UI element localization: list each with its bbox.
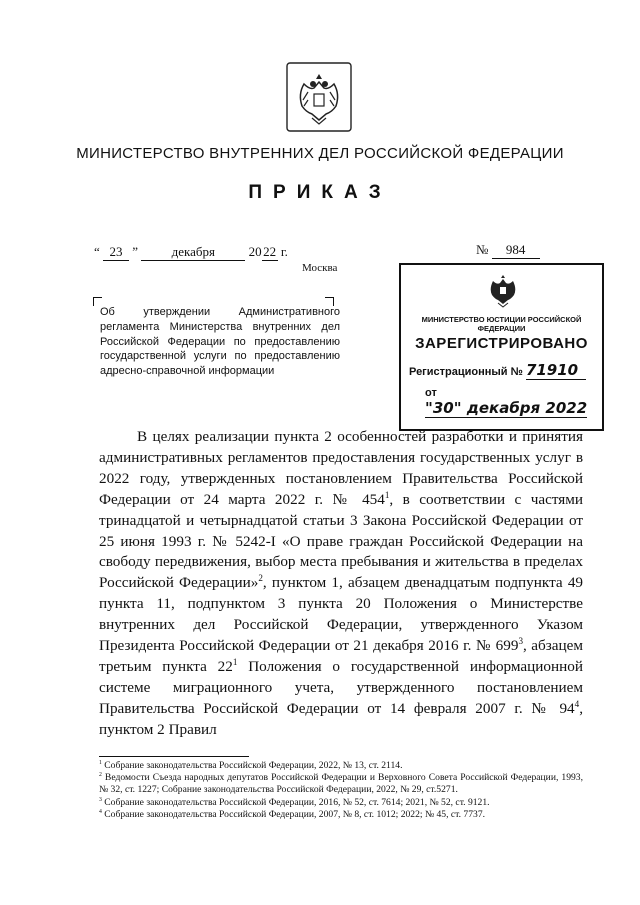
stamp-ministry: МИНИСТЕРСТВО ЮСТИЦИИ РОССИЙСКОЙ ФЕДЕРАЦИИ xyxy=(421,315,582,333)
stamp-registration-date xyxy=(425,387,602,418)
footnotes xyxy=(99,760,583,821)
order-subject: Об утверждении Административного регламента Министерства внутренних дел Российской Федерации по предоставлению государственной услуги по предоставлению адресно-справочной информации xyxy=(100,306,340,378)
footnote-divider xyxy=(99,756,249,757)
footnote-mark: 2 xyxy=(99,772,102,779)
stamp-date-value: "30" декабря 2022 xyxy=(425,399,588,417)
order-date xyxy=(94,244,288,261)
stamp-date-label: от xyxy=(425,387,437,399)
footnote-ref: 2 xyxy=(258,573,263,584)
number-value: 984 xyxy=(492,242,540,259)
footnote-mark: 4 xyxy=(99,808,102,815)
footnote-ref: 4 xyxy=(574,698,580,709)
date-year-suffix: г. xyxy=(280,244,288,259)
coat-of-arms-icon xyxy=(286,62,352,132)
footnote-text: Собрание законодательства Российской Федерации, 2022, № 13, ст. 2114. xyxy=(101,760,403,771)
stamp-emblem-icon xyxy=(485,271,521,309)
footnote-text: Собрание законодательства Российской Федерации, 2007, № 8, ст. 1012; 2022; № 45, ст. 7737. xyxy=(101,808,486,820)
date-year-prefix: 20 xyxy=(248,244,262,259)
date-open-quote: “ xyxy=(94,244,100,259)
order-number xyxy=(476,242,540,259)
order-body xyxy=(99,427,583,741)
footnote-item xyxy=(99,760,583,772)
body-text-6: , пунктом 2 Правил xyxy=(99,699,583,738)
body-text-3: , пунктом 1, абзацем двенадцатым подпункта 49 пункта 11, подпунктом 3 пункта 20 Положения о Министерстве внутренних дел Российской Федерации, утвержденного Указом Президента Российской Федерации от 21 декабря 2016 г. № 699 xyxy=(99,574,584,655)
ministry-heading: МИНИСТЕРСТВО ВНУТРЕННИХ ДЕЛ РОССИЙСКОЙ ФЕДЕРАЦИИ xyxy=(76,145,564,162)
number-label: № xyxy=(476,242,489,257)
date-year: 22 xyxy=(263,244,277,259)
footnote-ref: 3 xyxy=(518,636,523,646)
date-close-quote: ” xyxy=(132,244,139,259)
stamp-registration-number xyxy=(409,361,586,380)
city: Москва xyxy=(302,262,338,274)
footnote-item xyxy=(99,809,583,821)
body-text-4: , абзацем третьим пункта 22 xyxy=(99,637,583,675)
footnote-ref: 1 xyxy=(384,489,390,500)
stamp-reg-number: 71910 xyxy=(526,361,586,380)
registration-stamp xyxy=(399,263,604,431)
order-title: ПРИКАЗ xyxy=(248,182,392,203)
stamp-registered: ЗАРЕГИСТРИРОВАНО xyxy=(415,335,588,352)
footnote-text: Собрание законодательства Российской Федерации, 2016, № 52, ст. 7614; 2021, № 52, ст. 9121. xyxy=(101,796,490,808)
footnote-item xyxy=(99,797,583,809)
footnote-item xyxy=(99,772,583,796)
footnote-ref: 1 xyxy=(232,656,238,667)
date-month: декабря xyxy=(141,244,245,261)
body-text-1: В целях реализации пункта 2 особенностей разработки и принятия административных регламентов предоставления государственных услуг в 2022 году, утвержденных постановлением Правительства Российской Федерации от 24 марта 2022 г. № 454 xyxy=(99,428,583,508)
body-text-2: , в соответствии с частями тринадцатой и четырнадцатой статьи 3 Закона Российской Федерации от 25 июня 1993 г. № 5242-I «О праве граждан Российской Федерации на свободу передвижения, выбор места пребывания и жительства в пределах Российской Федерации» xyxy=(99,490,583,592)
footnote-text: Ведомости Съезда народных депутатов Российской Федерации и Верховного Совета Российской Федерации, 1993, № 32, ст. 1227; Собрание законодательства Российской Федерации, 2022, № 29, ст.5271. xyxy=(99,772,583,796)
footnote-mark: 1 xyxy=(99,759,102,766)
footnote-mark: 3 xyxy=(99,796,102,803)
stamp-reg-label: Регистрационный № xyxy=(409,366,523,378)
date-day: 23 xyxy=(103,244,129,261)
body-text-5: Положения о государственной информационной системе миграционного учета, утвержденного постановлением Правительства Российской Федерации от 14 февраля 2007 г. № 94 xyxy=(99,657,583,717)
